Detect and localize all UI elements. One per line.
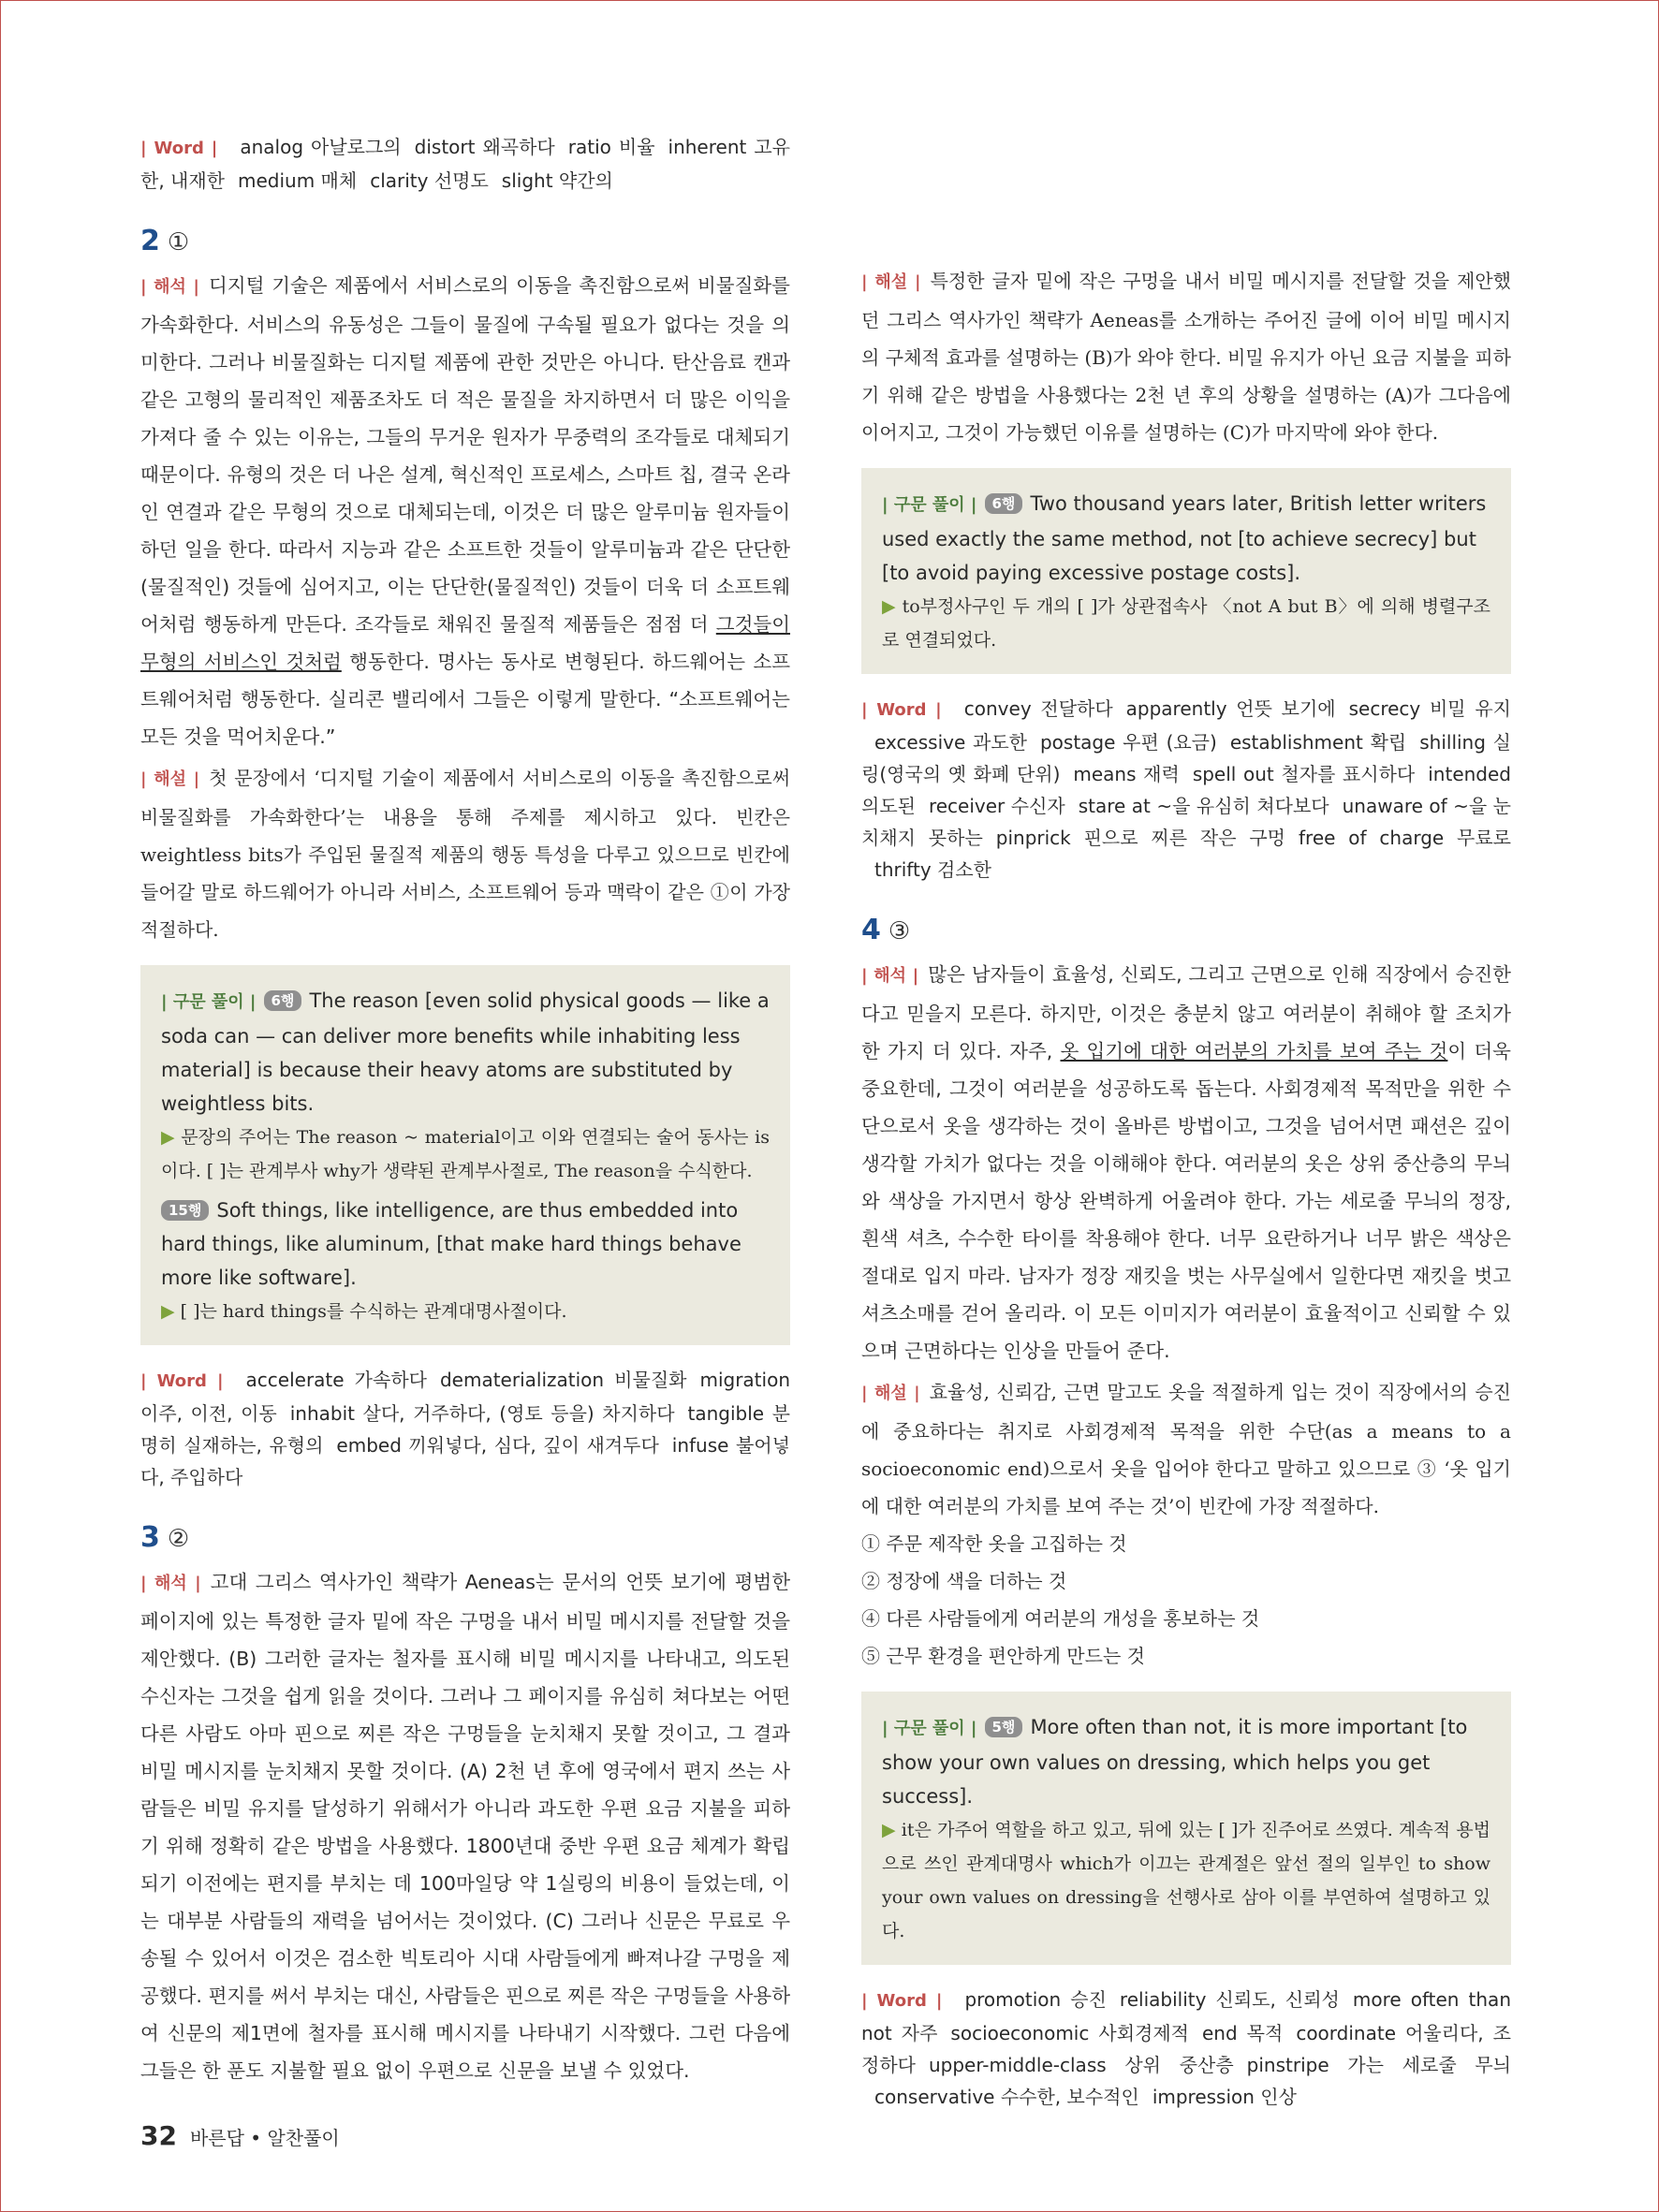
word-label: | Word | [861,1991,943,2011]
translation-text: 행동한다. 명사는 동사로 변형된다. 하드웨어는 소프트웨어처럼 행동한다. 실리콘 밸리에서 그들은 이렇게 말한다. “소프트웨어는 모든 것을 먹어치운다.” [140,651,790,748]
question-answer: ① [167,228,190,256]
explanation-label: | 해설 | [861,272,921,292]
q4-choices [861,1525,1511,1675]
word-term: migration 이주, 이전, 이동 [140,1369,790,1425]
choice-item: ① 주문 제작한 옷을 고집하는 것 [861,1532,1127,1555]
word-term: apparently 언뜻 보기에 [1125,697,1336,720]
q2-explanation [140,759,790,948]
word-term: establishment 확립 [1229,731,1407,754]
question-number: 3 [140,1521,160,1554]
syntax-sentence [161,984,770,1121]
syntax-note-text: to부정사구인 두 개의 [ ]가 상관접속사 〈not A but B〉에 의해 병렬구조로 연결되었다. [882,596,1490,651]
word-term: dematerialization 비물질화 [439,1369,687,1391]
word-term: intended 의도된 [861,763,1511,817]
question-3-heading [140,1519,790,1558]
word-term: medium 매체 [238,169,358,192]
line-badge: 6행 [985,493,1023,514]
underlined-blank-text: 그것들이 무형의 서비스인 것처럼 [140,613,790,673]
question-number: 4 [861,914,881,946]
word-term: socioeconomic 사회경제적 [950,2022,1189,2044]
choice-item: ④ 다른 사람들에게 여러분의 개성을 홍보하는 것 [861,1607,1260,1630]
translation-label: | 해석 | [140,1574,201,1593]
word-term: postage 우편 (요금) [1039,731,1217,754]
word-term: thrifty 검소한 [874,858,991,881]
word-term: accelerate 가속하다 [245,1369,427,1391]
word-list-4 [861,1984,1511,2113]
word-term: unaware of ~을 눈치채지 못하는 [861,795,1511,849]
word-label: | Word | [140,139,218,158]
word-list-2 [140,1364,790,1493]
explanation-text: 효율성, 신뢰감, 근면 말고도 옷을 적절하게 입는 것이 직장에서의 승진에 중요하다는 취지로 사회경제적 목적을 위한 수단(as a means to a socioeconomic end)으로서 옷을 입어야 한다고 말하고 있으므로 ③ ‘옷 입기에 대한 여러분의 가치를 보여 주는 것’이 빈칸에 가장 적절하다. [861,1381,1511,1517]
triangle-bullet-icon: ▶ [161,1301,175,1322]
page-number: 32 [140,2120,177,2151]
question-answer: ② [167,1525,190,1553]
word-term: upper-middle-class 상위 중산층 [928,2054,1234,2076]
word-term: convey 전달하다 [963,697,1113,720]
syntax-note [161,1121,770,1188]
word-term: means 재력 [1073,763,1180,785]
question-answer: ③ [888,917,911,945]
triangle-bullet-icon: ▶ [882,1820,896,1840]
line-badge: 5행 [985,1717,1023,1737]
triangle-bullet-icon: ▶ [882,596,897,617]
syntax-label: | 구문 풀이 | [161,992,257,1012]
translation-text: 디지털 기술은 제품에서 서비스로의 이동을 촉진함으로써 비물질화를 가속화한다. 서비스의 유동성은 그들이 물질에 구속될 필요가 없다는 것을 의미한다. 그러나 비물질화는 디지털 제품에 관한 것만은 아니다. 탄산음료 캔과 같은 고형의 물리적인 제품조차도 더 적은 물질을 차지하면서 더 많은 이익을 가져다 줄 수 있는 이유는, 그들의 무거운 원자가 무중력의 조각들로 대체되기 때문이다. 유형의 것은 더 나은 설계, 혁신적인 프로세스, 스마트 칩, 결국 온라인 연결과 같은 무형의 것으로 대체되는데, 이것은 더 많은 알루미늄 원자들이 하던 일을 한다. 따라서 지능과 같은 소프트한 것들이 알루미늄과 같은 단단한(물질적인) 것들에 심어지고, 이는 단단한(물질적인) 것들이 더욱 더 소프트웨어처럼 행동하게 만든다. 조각들로 채워진 물질적 제품들은 점점 더 [140,274,790,636]
triangle-bullet-icon: ▶ [161,1127,176,1148]
word-list-3 [861,693,1511,886]
word-list-1 [140,131,790,197]
q3-syntax-box [861,468,1511,674]
word-term: shilling 실링(영국의 옛 화폐 단위) [861,731,1511,785]
line-badge: 15행 [161,1200,209,1221]
word-term: tangible 분명히 실재하는, 유형의 [140,1402,790,1457]
word-term: ratio 비율 [567,136,655,158]
q4-syntax-box [861,1692,1511,1965]
syntax-english: Soft things, like intelligence, are thus embedded into hard things, like aluminum, [that make hard things behave more like software]. [161,1199,741,1289]
word-term: inhabit 살다, 거주하다, (영토 등을) 차지하다 [289,1402,675,1425]
q4-explanation [861,1373,1511,1525]
word-term: reliability 신뢰도, 신뢰성 [1119,1988,1340,2011]
word-term: conservative 수수한, 보수적인 [874,2086,1139,2108]
syntax-english: Two thousand years later, British letter writers used exactly the same method, not [to achieve secrecy] but [to avoid paying excessive postage costs]. [882,492,1487,584]
word-term: pinstripe 가는 세로줄 무늬 [1246,2054,1511,2076]
q4-translation [861,956,1511,1370]
syntax-note [161,1295,770,1328]
page-footer [140,2120,340,2151]
word-label: | Word | [861,700,942,720]
word-term: spell out 철자를 표시하다 [1192,763,1416,785]
explanation-label: | 해설 | [140,769,200,789]
syntax-english: More often than not, it is more important [to show your own values on dressing, which helps you get success]. [882,1716,1468,1808]
left-column [140,131,790,2089]
word-term: coordinate 어울리다, 조정하다 [861,2022,1511,2076]
syntax-sentence [882,487,1490,590]
word-term: receiver 수신자 [928,795,1065,817]
word-term: inherent 고유한, 내재한 [140,136,790,192]
q3-explanation [861,262,1511,451]
choice-item: ⑤ 근무 환경을 편안하게 만드는 것 [861,1645,1145,1667]
explanation-text: 특정한 글자 밑에 작은 구멍을 내서 비밀 메시지를 전달할 것을 제안했던 그리스 역사가인 책략가 Aeneas를 소개하는 주어진 글에 이어 비밀 메시지의 구체적 효과를 설명하는 (B)가 와야 한다. 비밀 유지가 아닌 요금 지불을 피하기 위해 같은 방법을 사용했다는 2천 년 후의 상황을 설명하는 (A)가 그다음에 이어지고, 그것이 가능했던 이유를 설명하는 (C)가 마지막에 와야 한다. [861,270,1511,444]
translation-label: | 해석 | [861,966,919,986]
translation-text: 고대 그리스 역사가인 책략가 Aeneas는 문서의 언뜻 보기에 평범한 페이지에 있는 특정한 글자 밑에 작은 구멍을 내서 비밀 메시지를 전달할 것을 제안했다. (B) 그러한 글자는 철자를 표시해 비밀 메시지를 나타내고, 의도된 수신자는 그것을 쉽게 읽을 것이다. 그러나 그 페이지를 유심히 쳐다보는 어떤 다른 사람도 아마 핀으로 찌른 작은 구멍들을 눈치채지 못할 것이고, 그 결과 비밀 메시지를 눈치채지 못할 것이다. (A) 2천 년 후에 영국에서 편지 쓰는 사람들은 비밀 유지를 달성하기 위해서가 아니라 과도한 우편 요금 지불을 피하기 위해 정확히 같은 방법을 사용했다. 1800년대 중반 우편 요금 체계가 확립되기 이전에는 편지를 부치는 데 100마일당 약 1실링의 비용이 들었는데, 이는 대부분 사람들의 재력을 넘어서는 것이었다. (C) 그러나 신문은 무료로 우송될 수 있어서 이것은 검소한 빅토리아 시대 사람들에게 빠져나갈 구멍을 제공했다. 편지를 써서 부치는 대신, 사람들은 핀으로 찌른 작은 구멍들을 사용하여 신문의 제1면에 철자를 표시해 메시지를 나타내기 시작했다. 그런 다음에 그들은 한 푼도 지불할 필요 없이 우편으로 신문을 보낼 수 있었다. [140,1571,790,2082]
right-column [861,131,1511,2113]
syntax-note-text: [ ]는 hard things를 수식하는 관계대명사절이다. [180,1301,567,1322]
syntax-note-text: 문장의 주어는 The reason ~ material이고 이와 연결되는 술어 동사는 is이다. [ ]는 관계부사 why가 생략된 관계부사절로, The reason을 수식한다. [161,1127,770,1181]
question-2-heading [140,223,790,261]
word-term: pinprick 핀으로 찌른 작은 구멍 [995,827,1285,849]
word-term: infuse 불어넣다, 주입하다 [140,1434,790,1488]
syntax-label: | 구문 풀이 | [882,1719,977,1738]
word-term: clarity 선명도 [370,169,489,192]
question-4-heading [861,912,1511,950]
word-term: free of charge 무료로 [1299,827,1511,849]
word-term: analog 아날로그의 [240,136,402,158]
syntax-label: | 구문 풀이 | [882,495,977,515]
book-title: 바른답 • 알찬풀이 [189,2127,340,2149]
explanation-label: | 해설 | [861,1384,920,1403]
syntax-english: The reason [even solid physical goods — like a soda can — can deliver more benefits while inhabiting less material] is because their heavy atoms are substituted by weightless bits. [161,989,770,1115]
q2-syntax-box [140,965,790,1345]
word-term: secrecy 비밀 유지 [1348,697,1511,720]
word-term: excessive 과도한 [874,731,1027,754]
line-badge: 6행 [264,990,302,1011]
word-label: | Word | [140,1371,224,1391]
word-term: stare at ~을 유심히 쳐다보다 [1078,795,1329,817]
syntax-sentence [161,1194,770,1295]
word-term: embed 끼워넣다, 심다, 깊이 새겨두다 [336,1434,659,1457]
translation-label: | 해석 | [140,277,199,297]
question-number: 2 [140,225,160,257]
word-term: impression 인상 [1152,2086,1297,2108]
word-term: distort 왜곡하다 [414,136,555,158]
q2-translation [140,267,790,755]
underlined-blank-text: 옷 입기에 대한 여러분의 가치를 보여 주는 것 [1060,1040,1448,1062]
syntax-note [882,590,1490,657]
syntax-sentence [882,1710,1490,1813]
translation-text: 이 더욱 중요한데, 그것이 여러분을 성공하도록 돕는다. 사회경제적 목적만을 위한 수단으로서 옷을 생각하는 것이 올바른 방법이고, 그것을 넘어서면 패션은 깊이 생각할 가치가 없다는 것을 이해해야 한다. 여러분의 옷은 상위 중산층의 무늬와 색상을 가지면서 항상 완벽하게 어울려야 한다. 가는 세로줄 무늬의 정장, 흰색 셔츠, 수수한 타이를 착용해야 한다. 너무 요란하거나 너무 밝은 색상은 절대로 입지 마라. 남자가 정장 재킷을 벗는 사무실에서 일한다면 재킷을 벗고 셔츠소매를 걷어 올리라. 이 모든 이미지가 여러분이 효율적이고 신뢰할 수 있으며 근면하다는 인상을 만들어 준다. [861,1040,1511,1362]
word-term: slight 약간의 [501,169,613,192]
word-term: end 목적 [1201,2022,1284,2044]
explanation-text: 첫 문장에서 ‘디지털 기술이 제품에서 서비스로의 이동을 촉진함으로써 비물질화를 가속화한다’는 내용을 통해 주제를 제시하고 있다. 빈칸은 weightless bits가 주입된 물질적 제품의 행동 특성을 다루고 있으므로 빈칸에 들어갈 말로 하드웨어가 아니라 서비스, 소프트웨어 등과 맥락이 같은 ①이 가장 적절하다. [140,767,791,941]
syntax-note [882,1813,1490,1948]
word-term: promotion 승진 [964,1988,1107,2011]
translation-text: 많은 남자들이 효율성, 신뢰도, 그리고 근면으로 인해 직장에서 승진한다고 믿을지 모른다. 하지만, 이것은 충분치 않고 여러분이 취해야 할 조치가 한 가지 더 있다. 자주, [861,963,1511,1062]
q3-translation [140,1563,790,2089]
syntax-note-text: it은 가주어 역할을 하고 있고, 뒤에 있는 [ ]가 진주어로 쓰였다. 계속적 용법으로 쓰인 관계대명사 which가 이끄는 관계절은 앞선 절의 일부인 to show your own values on dressing을 선행사로 삼아 이를 부연하여 설명하고 있다. [882,1820,1490,1941]
choice-item: ② 정장에 색을 더하는 것 [861,1570,1067,1592]
word-term: more often than not 자주 [861,1988,1511,2044]
